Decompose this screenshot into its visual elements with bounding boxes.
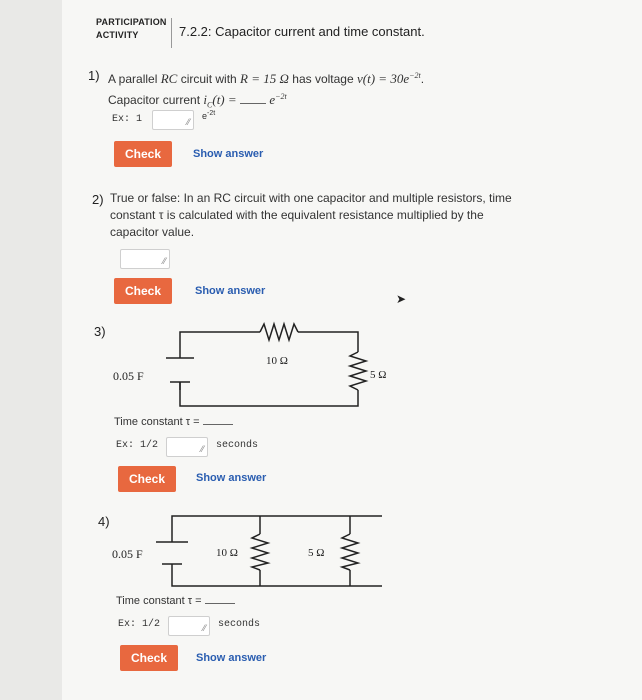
q1-ic-rest: (t) = [212, 92, 237, 107]
q4-unit: seconds [218, 619, 261, 630]
q4-resistor-5-symbol [342, 534, 358, 570]
q3-number: 3) [94, 324, 106, 339]
q1-e: e [269, 92, 276, 107]
q3-resistor-10-symbol [260, 324, 298, 340]
mouse-cursor-icon: ➤ [396, 292, 407, 306]
q4-circuit-diagram [112, 508, 382, 594]
activity-type-line2: ACTIVITY [96, 30, 139, 40]
q4-resistor-10-symbol [252, 534, 268, 570]
q3-resistor-10-label: 10 Ω [266, 355, 288, 367]
q2-number: 2) [92, 192, 104, 207]
q1-rc: RC [160, 71, 178, 86]
q3-show-answer-link[interactable]: Show answer [196, 472, 267, 484]
q2-answer-input[interactable] [120, 249, 170, 269]
q1-v-exp: −2t [409, 71, 421, 80]
q3-resistor-5-label: 5 Ω [370, 369, 387, 381]
q3-time-constant-prompt [114, 415, 233, 428]
q1-inline-blank [240, 93, 266, 104]
resize-grip-icon: ⁄⁄ [186, 117, 190, 127]
q4-time-constant-prompt [116, 594, 235, 607]
q3-answer-input[interactable] [166, 437, 208, 457]
q1-ic-sub: C [207, 100, 213, 110]
q4-show-answer-link[interactable]: Show answer [196, 652, 267, 664]
q1-text-a: A parallel [108, 72, 158, 86]
q1-r-expr: R = 15 Ω [240, 71, 289, 86]
q1-prompt: A parallel RC circuit with R = 15 Ω has voltage $v(t) = 30e^{-2t}$. Capacitor current $i_C(t) = e^{-2t}$ [108, 71, 425, 110]
q1-line2-text: Capacitor current [108, 93, 201, 107]
q1-show-answer-link[interactable]: Show answer [193, 148, 264, 160]
q1-unit [202, 110, 215, 121]
q4-capacitor-symbol [156, 536, 188, 568]
q3-example: Ex: 1/2 [116, 440, 159, 451]
q1-text-b: circuit with [180, 72, 237, 86]
q3-circuit-diagram [108, 318, 388, 414]
activity-type-label [96, 16, 166, 42]
q1-unit-exp: -2t [207, 110, 216, 117]
q4-check-button[interactable]: Check [120, 645, 178, 671]
activity-title: 7.2.2: Capacitor current and time constant. [179, 24, 425, 39]
q2-show-answer-link[interactable]: Show answer [195, 285, 266, 297]
q1-example: Ex: 1 [112, 114, 143, 125]
q1-text-c: has voltage [292, 72, 354, 86]
q4-answer-input[interactable] [168, 616, 210, 636]
q1-number: 1) [88, 68, 100, 83]
header-divider [171, 18, 172, 48]
resize-grip-icon: ⁄⁄ [200, 444, 204, 454]
activity-type-line1: PARTICIPATION [96, 17, 167, 27]
activity-page [62, 0, 642, 700]
q1-check-button[interactable]: Check [114, 141, 172, 167]
q3-capacitor-label: 0.05 F [113, 369, 144, 383]
q3-check-button[interactable]: Check [118, 466, 176, 492]
q4-example: Ex: 1/2 [118, 619, 161, 630]
q3-wires [180, 332, 358, 406]
q2-check-button[interactable]: Check [114, 278, 172, 304]
q1-unit-base: e [202, 111, 208, 121]
q3-unit: seconds [216, 440, 259, 451]
q3-tc-blank [203, 415, 233, 425]
q1-ic: i [203, 92, 208, 107]
q1-answer-input[interactable] [152, 110, 194, 130]
q4-resistor-5-label: 5 Ω [308, 547, 325, 559]
resize-grip-icon: ⁄⁄ [162, 256, 166, 266]
q4-resistor-10-label: 10 Ω [216, 547, 238, 559]
q4-number: 4) [98, 514, 110, 529]
resize-grip-icon: ⁄⁄ [202, 623, 206, 633]
q1-e-exp: −2t [275, 92, 287, 101]
q2-prompt: True or false: In an RC circuit with one capacitor and multiple resistors, time constant τ is calculated with the equivalent resistance multiplied by the capacitor value. [110, 191, 512, 239]
q4-tc-label: Time constant τ = [116, 595, 202, 607]
q1-v-expr: v(t) = 30e [357, 71, 410, 86]
q4-capacitor-label: 0.05 F [112, 547, 143, 561]
q3-capacitor-symbol [166, 358, 194, 390]
q3-tc-label: Time constant τ = [114, 416, 200, 428]
q3-resistor-5-symbol [350, 352, 366, 390]
q4-tc-blank [205, 594, 235, 604]
